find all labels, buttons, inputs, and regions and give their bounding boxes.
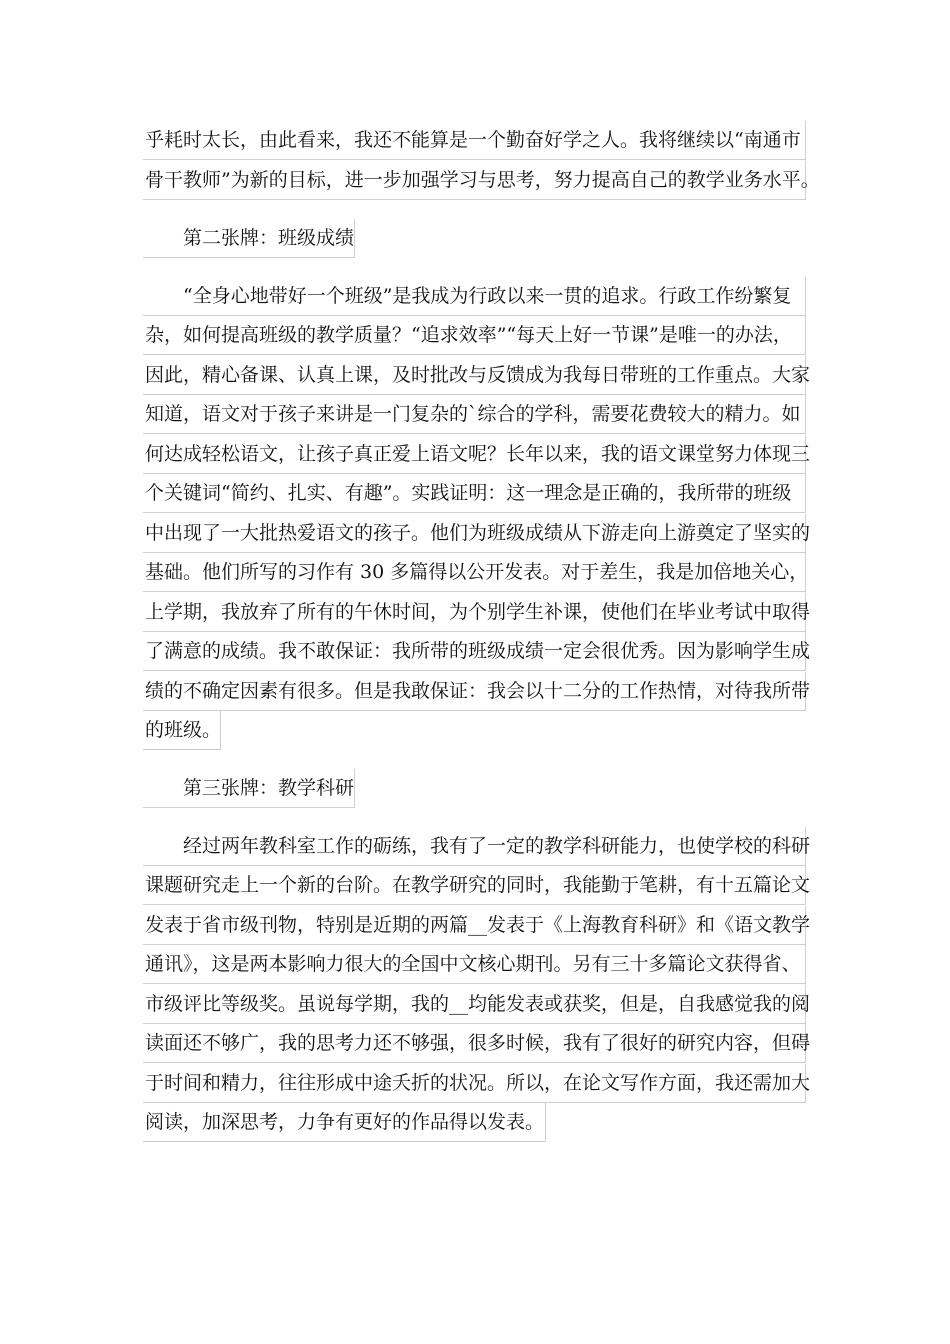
paragraph-2-line-1: “全身心地带好一个班级”是我成为行政以来一贯的追求。行政工作纷繁复 xyxy=(143,277,806,316)
paragraph-2-line-10: 了满意的成绩。我不敢保证：我所带的班级成绩一定会很优秀。因为影响学生成 xyxy=(143,632,806,671)
paragraph-2-line-7: 中出现了一大批热爱语文的孩子。他们为班级成绩从下游走向上游奠定了坚实的 xyxy=(143,514,806,553)
paragraph-2-line-4: 知道，语文对于孩子来讲是一门复杂的`综合的学科，需要花费较大的精力。如 xyxy=(143,395,806,434)
paragraph-2-line-3: 因此，精心备课、认真上课，及时批改与反馈成为我每日带班的工作重点。大家 xyxy=(143,356,806,395)
paragraph-1-line-2: 骨干教师”为新的目标，进一步加强学习与思考，努力提高自己的教学业务水平。 xyxy=(143,161,806,200)
paragraph-2-line-2: 杂，如何提高班级的教学质量？“追求效率”“每天上好一节课”是唯一的办法， xyxy=(143,316,806,355)
paragraph-2-line-5: 何达成轻松语文，让孩子真正爱上语文呢？长年以来，我的语文课堂努力体现三 xyxy=(143,435,806,474)
paragraph-2-line-12: 的班级。 xyxy=(143,711,221,750)
paragraph-3-line-8: 阅读，加深思考，力争有更好的作品得以发表。 xyxy=(143,1103,546,1142)
paragraph-3-line-6: 读面还不够广，我的思考力还不够强，很多时候，我有了很好的研究内容，但碍 xyxy=(143,1024,806,1063)
paragraph-2-line-11: 绩的不确定因素有很多。但是我敢保证：我会以十二分的工作热情，对待我所带 xyxy=(143,672,806,711)
paragraph-2-line-9: 上学期，我放弃了所有的午休时间，为个别学生补课，使他们在毕业考试中取得 xyxy=(143,593,806,632)
paragraph-1-line-1: 乎耗时太长，由此看来，我还不能算是一个勤奋好学之人。我将继续以“南通市 xyxy=(143,121,806,160)
paragraph-3-line-1: 经过两年教科室工作的砺练，我有了一定的教学科研能力，也使学校的科研 xyxy=(143,827,806,866)
paragraph-3-line-5: 市级评比等级奖。虽说每学期，我的__均能发表或获奖，但是，自我感觉我的阅 xyxy=(143,985,806,1024)
paragraph-3-line-4: 通讯》，这是两本影响力很大的全国中文核心期刊。另有三十多篇论文获得省、 xyxy=(143,945,806,984)
section-heading-teaching-research: 第三张牌：教学科研 xyxy=(143,769,355,808)
section-heading-class-results: 第二张牌：班级成绩 xyxy=(143,219,355,258)
paragraph-3-line-2: 课题研究走上一个新的台阶。在教学研究的同时，我能勤于笔耕，有十五篇论文 xyxy=(143,866,806,905)
paragraph-3-line-3: 发表于省市级刊物，特别是近期的两篇__发表于《上海教育科研》和《语文教学 xyxy=(143,906,806,945)
paragraph-2-line-6: 个关键词“简约、扎实、有趣”。实践证明：这一理念是正确的，我所带的班级 xyxy=(143,474,806,513)
paragraph-2-line-8: 基础。他们所写的习作有 30 多篇得以公开发表。对于差生，我是加倍地关心， xyxy=(143,553,806,592)
paragraph-3-line-7: 于时间和精力，往往形成中途夭折的状况。所以，在论文写作方面，我还需加大 xyxy=(143,1064,806,1103)
